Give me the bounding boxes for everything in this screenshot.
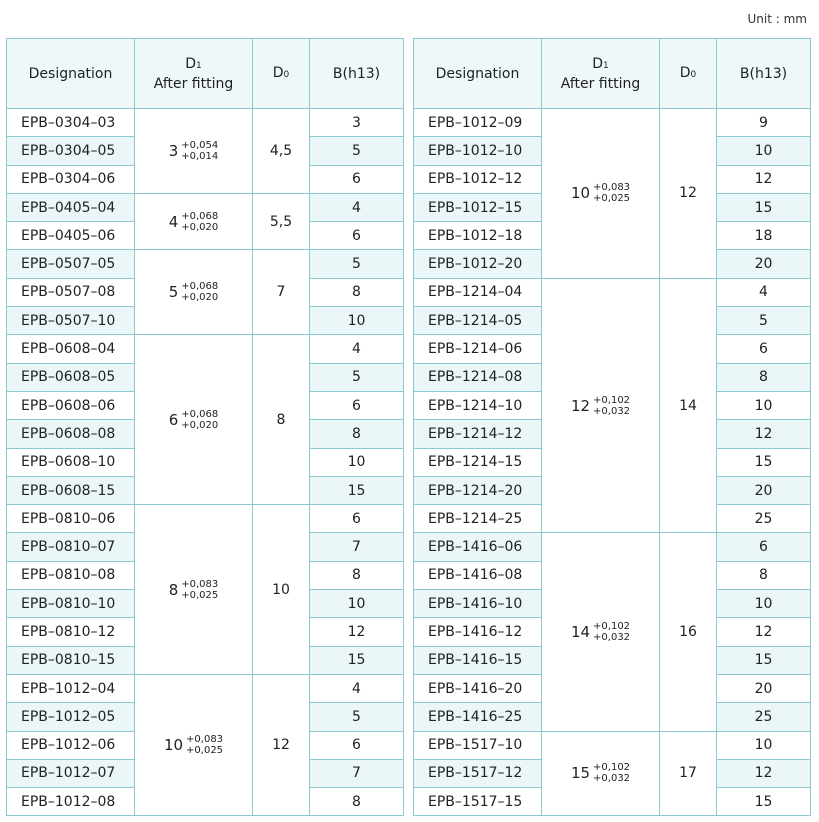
designation-cell: EPB–1416–06: [414, 533, 542, 561]
header-row: [414, 39, 811, 109]
header-designation: Designation: [414, 39, 542, 109]
d1-nominal: 4: [168, 212, 179, 231]
d1-upper-deviation: +0,083: [181, 578, 219, 590]
b-cell: 5: [310, 703, 404, 731]
designation-cell: EPB–1416–08: [414, 561, 542, 589]
designation-cell: EPB–1012–18: [414, 222, 542, 250]
d1-tolerance: [181, 140, 218, 162]
d1-nominal: 10: [163, 736, 184, 755]
unit-label: Unit : mm: [747, 12, 807, 26]
designation-cell: EPB–1012–05: [7, 703, 135, 731]
designation-cell: EPB–1214–10: [414, 391, 542, 419]
b-cell: 12: [717, 165, 811, 193]
designation-cell: EPB–0304–06: [7, 165, 135, 193]
d1-tolerance: [186, 734, 223, 756]
b-cell: 12: [717, 420, 811, 448]
designation-cell: EPB–0304–03: [7, 109, 135, 137]
d1-tolerance: [593, 621, 630, 643]
d1-nominal: 3: [168, 141, 179, 160]
designation-cell: EPB–0405–04: [7, 193, 135, 221]
d1-nominal: 5: [168, 283, 179, 302]
d1-lower-deviation: +0,020: [181, 419, 219, 431]
b-cell: 20: [717, 250, 811, 278]
designation-cell: EPB–0507–10: [7, 307, 135, 335]
b-cell: 25: [717, 703, 811, 731]
d1-upper-deviation: +0,083: [593, 182, 631, 194]
header-b: B(h13): [310, 39, 404, 109]
b-cell: 7: [310, 533, 404, 561]
designation-cell: EPB–0608–08: [7, 420, 135, 448]
b-cell: 3: [310, 109, 404, 137]
b-cell: 10: [717, 731, 811, 759]
designation-cell: EPB–1214–25: [414, 505, 542, 533]
d0-cell: 12: [253, 674, 310, 815]
d0-cell: 8: [253, 335, 310, 505]
designation-cell: EPB–1012–15: [414, 193, 542, 221]
table-row: [414, 731, 811, 759]
d1-value: [169, 579, 219, 601]
b-cell: 15: [310, 476, 404, 504]
table-row: [7, 109, 404, 137]
designation-cell: EPB–0810–06: [7, 505, 135, 533]
designation-cell: EPB–1012–08: [7, 788, 135, 816]
b-cell: 20: [717, 476, 811, 504]
d1-nominal: 8: [168, 580, 179, 599]
b-cell: 4: [717, 278, 811, 306]
d1-lower-deviation: +0,025: [593, 193, 631, 205]
d1-value: [571, 762, 630, 784]
d1-cell: [135, 505, 253, 675]
table-row: [7, 250, 404, 278]
designation-cell: EPB–0608–06: [7, 391, 135, 419]
d1-cell: [135, 674, 253, 815]
d1-value: [571, 395, 630, 417]
b-cell: 20: [717, 674, 811, 702]
d1-value: [169, 281, 219, 303]
table-body: [414, 109, 811, 816]
d1-tolerance: [181, 579, 218, 601]
designation-cell: EPB–0608–10: [7, 448, 135, 476]
d1-value: [169, 140, 219, 162]
b-cell: 6: [310, 505, 404, 533]
b-cell: 4: [310, 335, 404, 363]
designation-cell: EPB–1416–12: [414, 618, 542, 646]
d1-value: [164, 734, 223, 756]
designation-cell: EPB–0810–08: [7, 561, 135, 589]
d1-value: [571, 621, 630, 643]
b-cell: 12: [717, 759, 811, 787]
d1-lower-deviation: +0,020: [181, 221, 219, 233]
designation-cell: EPB–0810–07: [7, 533, 135, 561]
d1-cell: [135, 109, 253, 194]
d0-cell: 4,5: [253, 109, 310, 194]
d1-cell: [542, 278, 660, 533]
b-cell: 15: [717, 646, 811, 674]
d1-tolerance: [593, 182, 630, 204]
spec-table-left: [6, 38, 404, 816]
b-cell: 6: [717, 335, 811, 363]
designation-cell: EPB–0608–04: [7, 335, 135, 363]
designation-cell: EPB–1214–15: [414, 448, 542, 476]
b-cell: 7: [310, 759, 404, 787]
designation-cell: EPB–0507–08: [7, 278, 135, 306]
d1-lower-deviation: +0,014: [181, 150, 219, 162]
d1-lower-deviation: +0,032: [593, 773, 631, 785]
b-cell: 8: [310, 788, 404, 816]
b-cell: 6: [310, 391, 404, 419]
b-cell: 12: [717, 618, 811, 646]
b-cell: 10: [310, 307, 404, 335]
designation-cell: EPB–0810–15: [7, 646, 135, 674]
d1-nominal: 10: [570, 184, 591, 203]
header-designation: Designation: [7, 39, 135, 109]
b-cell: 8: [310, 420, 404, 448]
b-cell: 6: [310, 222, 404, 250]
designation-cell: EPB–0810–10: [7, 590, 135, 618]
b-cell: 15: [717, 788, 811, 816]
d1-cell: [135, 335, 253, 505]
b-cell: 8: [717, 561, 811, 589]
designation-cell: EPB–1012–06: [7, 731, 135, 759]
d0-cell: 14: [660, 278, 717, 533]
designation-cell: EPB–0608–15: [7, 476, 135, 504]
d1-upper-deviation: +0,054: [181, 139, 219, 151]
designation-cell: EPB–0608–05: [7, 363, 135, 391]
d1-lower-deviation: +0,025: [181, 589, 219, 601]
header-row: [7, 39, 404, 109]
designation-cell: EPB–1517–10: [414, 731, 542, 759]
b-cell: 6: [310, 165, 404, 193]
d1-value: [169, 211, 219, 233]
b-cell: 10: [717, 137, 811, 165]
designation-cell: EPB–1214–12: [414, 420, 542, 448]
d1-lower-deviation: +0,032: [593, 631, 631, 643]
b-cell: 15: [310, 646, 404, 674]
table-row: [7, 674, 404, 702]
designation-cell: EPB–1012–04: [7, 674, 135, 702]
designation-cell: EPB–1012–07: [7, 759, 135, 787]
header-d1: D1 After fitting: [135, 39, 253, 109]
designation-cell: EPB–1012–20: [414, 250, 542, 278]
d0-cell: 10: [253, 505, 310, 675]
designation-cell: EPB–1012–09: [414, 109, 542, 137]
b-cell: 9: [717, 109, 811, 137]
b-cell: 8: [310, 561, 404, 589]
b-cell: 15: [717, 193, 811, 221]
table-row: [7, 193, 404, 221]
b-cell: 18: [717, 222, 811, 250]
d1-lower-deviation: +0,020: [181, 292, 219, 304]
d1-tolerance: [181, 211, 218, 233]
designation-cell: EPB–1214–08: [414, 363, 542, 391]
designation-cell: EPB–1012–12: [414, 165, 542, 193]
d1-lower-deviation: +0,025: [186, 745, 224, 757]
designation-cell: EPB–1214–04: [414, 278, 542, 306]
d0-cell: 16: [660, 533, 717, 731]
designation-cell: EPB–0810–12: [7, 618, 135, 646]
b-cell: 10: [310, 448, 404, 476]
d1-tolerance: [181, 281, 218, 303]
d1-cell: [542, 533, 660, 731]
d1-upper-deviation: +0,068: [181, 408, 219, 420]
d1-nominal: 15: [570, 764, 591, 783]
table-body: [7, 109, 404, 816]
table-row: [414, 109, 811, 137]
b-cell: 5: [310, 137, 404, 165]
b-cell: 6: [717, 533, 811, 561]
b-cell: 8: [717, 363, 811, 391]
header-d0: D0: [253, 39, 310, 109]
b-cell: 25: [717, 505, 811, 533]
b-cell: 15: [717, 448, 811, 476]
header-d1: D1 After fitting: [542, 39, 660, 109]
d1-tolerance: [593, 762, 630, 784]
d1-nominal: 12: [570, 396, 591, 415]
b-cell: 4: [310, 193, 404, 221]
designation-cell: EPB–1517–12: [414, 759, 542, 787]
d0-cell: 5,5: [253, 193, 310, 250]
designation-cell: EPB–1012–10: [414, 137, 542, 165]
table-row: [414, 533, 811, 561]
table-row: [7, 335, 404, 363]
d1-tolerance: [593, 395, 630, 417]
d1-cell: [542, 109, 660, 279]
d1-upper-deviation: +0,102: [593, 762, 631, 774]
d1-value: [169, 409, 219, 431]
b-cell: 10: [310, 590, 404, 618]
d1-upper-deviation: +0,083: [186, 734, 224, 746]
designation-cell: EPB–0507–05: [7, 250, 135, 278]
designation-cell: EPB–1214–20: [414, 476, 542, 504]
b-cell: 10: [717, 391, 811, 419]
header-b: B(h13): [717, 39, 811, 109]
designation-cell: EPB–1416–10: [414, 590, 542, 618]
b-cell: 4: [310, 674, 404, 702]
designation-cell: EPB–1517–15: [414, 788, 542, 816]
designation-cell: EPB–0405–06: [7, 222, 135, 250]
spec-table-right: [413, 38, 811, 816]
d1-lower-deviation: +0,032: [593, 405, 631, 417]
d1-upper-deviation: +0,102: [593, 394, 631, 406]
designation-cell: EPB–1416–15: [414, 646, 542, 674]
b-cell: 10: [717, 590, 811, 618]
b-cell: 8: [310, 278, 404, 306]
d1-nominal: 14: [570, 622, 591, 641]
b-cell: 5: [717, 307, 811, 335]
d1-tolerance: [181, 409, 218, 431]
designation-cell: EPB–1416–25: [414, 703, 542, 731]
d1-cell: [135, 193, 253, 250]
designation-cell: EPB–1416–20: [414, 674, 542, 702]
header-d0: D0: [660, 39, 717, 109]
b-cell: 5: [310, 363, 404, 391]
designation-cell: EPB–1214–06: [414, 335, 542, 363]
table-row: [7, 505, 404, 533]
d1-value: [571, 182, 630, 204]
d1-upper-deviation: +0,068: [181, 281, 219, 293]
b-cell: 6: [310, 731, 404, 759]
designation-cell: EPB–1214–05: [414, 307, 542, 335]
d1-upper-deviation: +0,068: [181, 210, 219, 222]
d1-cell: [135, 250, 253, 335]
d0-cell: 7: [253, 250, 310, 335]
d1-nominal: 6: [168, 410, 179, 429]
table-row: [414, 278, 811, 306]
b-cell: 5: [310, 250, 404, 278]
d0-cell: 12: [660, 109, 717, 279]
d0-cell: 17: [660, 731, 717, 816]
designation-cell: EPB–0304–05: [7, 137, 135, 165]
d1-cell: [542, 731, 660, 816]
d1-upper-deviation: +0,102: [593, 620, 631, 632]
b-cell: 12: [310, 618, 404, 646]
